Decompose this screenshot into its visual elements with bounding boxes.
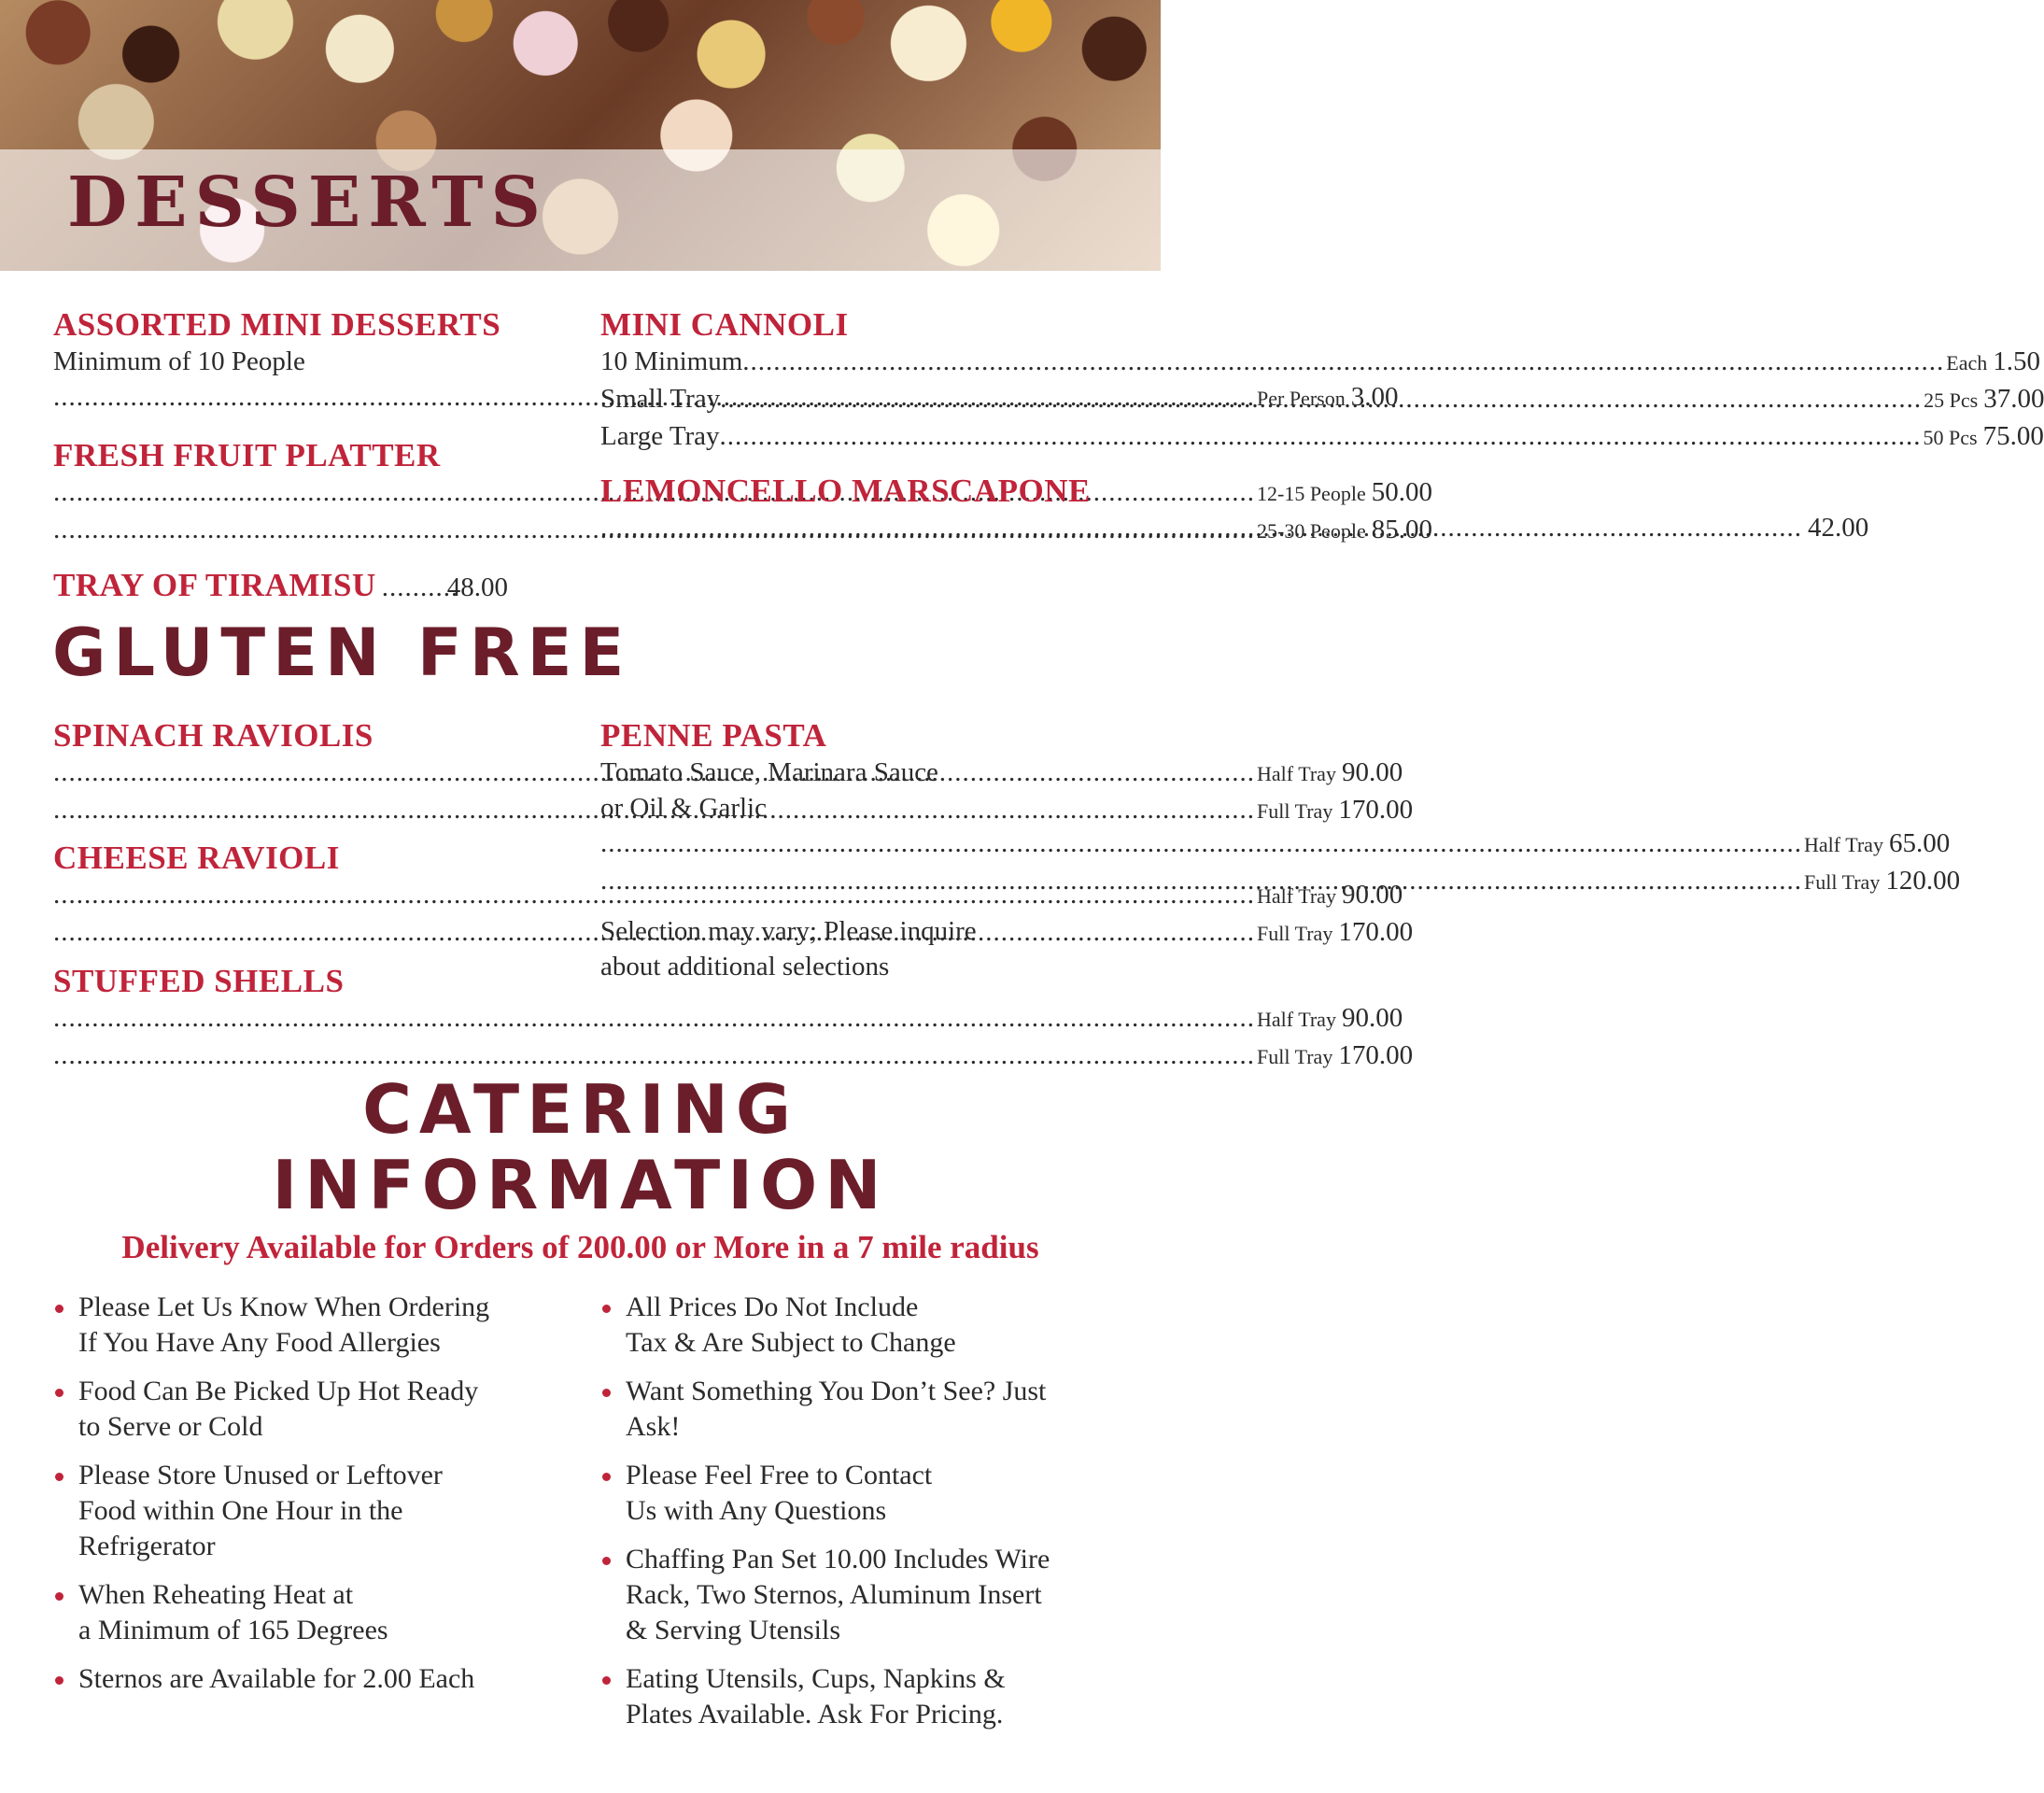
price-unit: Full Tray [1257, 799, 1333, 823]
bullet-line: Refrigerator [78, 1531, 216, 1561]
desserts-banner-image [0, 0, 1161, 271]
bullet-item [53, 1290, 576, 1361]
bullet-line: Eating Utensils, Cups, Napkins & [626, 1663, 1006, 1694]
bullet-item [600, 1661, 1142, 1732]
item-name: CHEESE RAVIOLI [53, 840, 340, 876]
price: 42.00 [1808, 513, 1869, 543]
dot-leader [720, 381, 1922, 416]
price-unit: 12-15 People [1257, 482, 1366, 505]
bullet-line: Please Store Unused or Leftover [78, 1460, 443, 1490]
menu-item-tray-of-tiramisu [53, 567, 553, 605]
price: 170.00 [1338, 917, 1414, 947]
price-unit: Full Tray [1257, 922, 1333, 945]
price: 90.00 [1341, 880, 1403, 910]
dot-leader: .......... [381, 572, 459, 602]
price-unit: Half Tray [1257, 884, 1336, 908]
price: 75.00 [1982, 421, 2044, 451]
row-label: 10 Minimum [600, 346, 743, 376]
bullet-line: Rack, Two Sternos, Aluminum Insert [626, 1579, 1042, 1610]
bullet-line: Want Something You Don’t See? Just [626, 1376, 1047, 1406]
bullet-line: to Serve or Cold [78, 1411, 263, 1442]
bullet-line: Us with Any Questions [626, 1495, 887, 1526]
bullet-item [53, 1374, 576, 1445]
bullet-line: a Minimum of 165 Degrees [78, 1615, 388, 1645]
price-row [53, 1000, 1403, 1038]
price: 90.00 [1341, 757, 1403, 787]
bullet-line: Ask! [626, 1411, 681, 1442]
price: 1.50 [1993, 346, 2040, 376]
bullet-item [600, 1542, 1142, 1648]
bullet-line: Tax & Are Subject to Change [626, 1327, 956, 1358]
price-row [600, 826, 1951, 863]
bullet-line: If You Have Any Food Allergies [78, 1327, 441, 1358]
item-name: ASSORTED MINI DESSERTS [53, 306, 501, 343]
catering-heading-line1: CATERING [362, 1070, 798, 1149]
item-name: FRESH FRUIT PLATTER [53, 437, 441, 473]
price: 85.00 [1371, 515, 1432, 544]
price-unit: Half Tray [1257, 762, 1336, 785]
price-unit: Each [1946, 351, 1988, 374]
item-name: STUFFED SHELLS [53, 963, 345, 999]
note-line: Selection may vary; Please inquire [600, 916, 977, 946]
bullet-line: Please Let Us Know When Ordering [78, 1292, 490, 1322]
price: 170.00 [1338, 795, 1414, 825]
delivery-notice: Delivery Available for Orders of 200.00 or More in a 7 mile radius [121, 1229, 1039, 1265]
bullet-item [53, 1458, 576, 1564]
price: 90.00 [1341, 1003, 1403, 1033]
bullet-item [53, 1577, 576, 1648]
price: 3.00 [1350, 382, 1399, 412]
item-name: PENNE PASTA [600, 717, 827, 754]
item-name: LEMONCELLO MARSCAPONE [600, 473, 1091, 509]
dot-leader [53, 1038, 1255, 1073]
dot-leader [53, 1000, 1255, 1036]
bullet-line: When Reheating Heat at [78, 1579, 354, 1610]
price-row [53, 877, 1403, 914]
bullet-item [53, 1661, 576, 1697]
bullet-item [600, 1290, 1142, 1361]
price-unit: Half Tray [1257, 1008, 1336, 1031]
price-unit: 25 Pcs [1924, 388, 1979, 412]
price: 65.00 [1888, 828, 1951, 858]
bullet-line: Chaffing Pan Set 10.00 Includes Wire [626, 1544, 1050, 1574]
price-row [600, 344, 2040, 381]
bullet-item [600, 1374, 1142, 1445]
price: 50.00 [1371, 477, 1432, 507]
price: 37.00 [1983, 384, 2044, 414]
bullet-line: Plates Available. Ask For Pricing. [626, 1699, 1004, 1729]
item-description: or Oil & Garlic [600, 793, 767, 823]
price-row [600, 418, 2044, 456]
price: 120.00 [1885, 866, 1961, 896]
dot-leader [600, 510, 1802, 545]
dot-leader [600, 863, 1802, 898]
bullet-line: Food Can Be Picked Up Hot Ready [78, 1376, 479, 1406]
catering-bullets-right [600, 1290, 1142, 1745]
item-name: SPINACH RAVIOLIS [53, 717, 374, 754]
item-description: Tomato Sauce, Marinara Sauce [600, 757, 938, 787]
price-row [53, 1038, 1414, 1075]
dot-leader [600, 826, 1802, 861]
bullet-line: Please Feel Free to Contact [626, 1460, 933, 1490]
row-label: Large Tray [600, 421, 720, 451]
price-unit: Per Person [1257, 387, 1346, 410]
bullet-item [600, 1458, 1142, 1529]
note-line: about additional selections [600, 952, 890, 981]
item-name: MINI CANNOLI [600, 306, 849, 343]
bullet-line: Sternos are Available for 2.00 Each [78, 1663, 475, 1694]
price-row [53, 512, 1432, 549]
gluten-free-heading: GLUTEN FREE [52, 614, 632, 691]
desserts-heading: DESSERTS [67, 162, 548, 243]
bullet-line: & Serving Utensils [626, 1615, 840, 1645]
selection-note [600, 913, 1123, 984]
row-label: Small Tray [600, 384, 721, 414]
price-unit: Half Tray [1804, 833, 1883, 856]
price-unit: 50 Pcs [1923, 426, 1978, 449]
catering-bullets-left [53, 1290, 576, 1710]
bullet-line: Food within One Hour in the [78, 1495, 403, 1526]
price-unit: 25-30 People [1257, 519, 1366, 543]
price-unit: Full Tray [1257, 1045, 1333, 1068]
price: 170.00 [1338, 1040, 1414, 1070]
dot-leader [742, 344, 1944, 379]
price: 48.00 [446, 572, 508, 602]
bullet-line: All Prices Do Not Include [626, 1292, 919, 1322]
item-name: TRAY OF TIRAMISU [53, 567, 376, 603]
price-unit: Full Tray [1804, 870, 1881, 894]
dot-leader [720, 418, 1922, 454]
catering-heading-line2: INFORMATION [272, 1146, 889, 1224]
item-description: Minimum of 10 People [53, 346, 305, 376]
